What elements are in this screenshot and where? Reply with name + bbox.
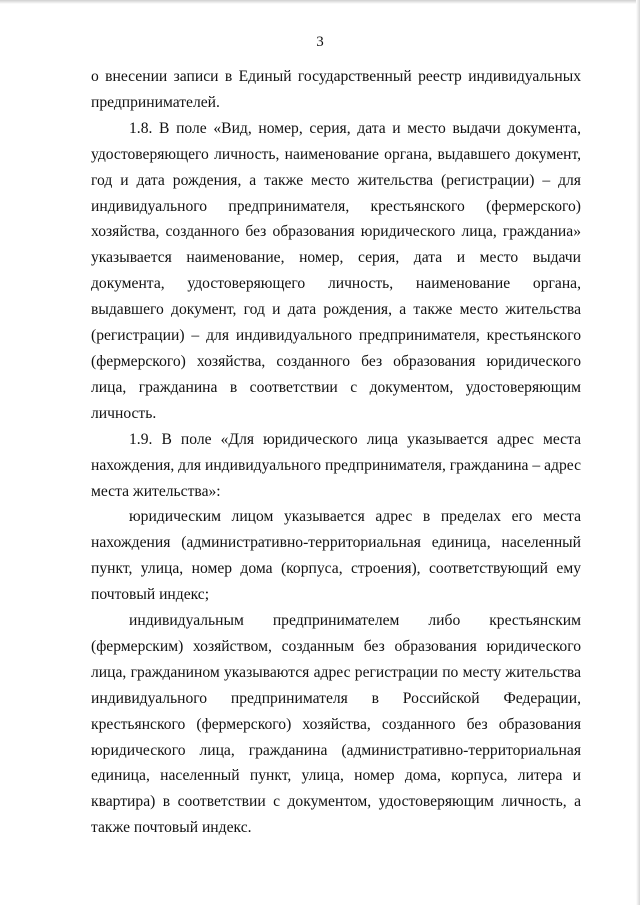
paragraph-1-9: 1.9. В поле «Для юридического лица указывается адрес места нахождения, для индивидуального предпринимателя, гражданина – адрес места жительства»: xyxy=(91,430,581,500)
document-body xyxy=(91,64,581,841)
page-number: 3 xyxy=(316,34,324,50)
scan-edge-top xyxy=(0,0,640,4)
scan-edge-right xyxy=(636,0,640,905)
paragraph-1-8: 1.8. В поле «Вид, номер, серия, дата и место выдачи документа, удостоверяющего личность, наименование органа, выдавшего документ, год и дата рождения, а также место жительства (регистрации) – для индивидуального предпринимателя, крестьянского (фермерского) хозяйства, созданного без образования юридического лица, гражданиа» указывается наименование, номер, серия, дата и место выдачи документа, удостоверяющего личность, наименование органа, выдавшего документ, год и дата рождения, а также место жительства (регистрации) – для индивидуального предпринимателя, крестьянского (фермерского) хозяйства, созданного без образования юридического лица, гражданина в соответствии с документом, удостоверяющим личность. xyxy=(91,119,581,422)
paragraph-legal-entity-address: юридическим лицом указывается адрес в пределах его места нахождения (административно-территориальная единица, населенный пункт, улица, номер дома (корпуса, строения), соответствующий ему почтовый индекс; xyxy=(91,508,581,604)
paragraph-individual-address: индивидуальным предпринимателем либо крестьянским (фермерским) хозяйством, созданным без образования юридического лица, гражданином указываются адрес регистрации по месту жительства индивидуального предпринимателя в Российской Федерации, крестьянского (фермерского) хозяйства, созданного без образования юридического лица, гражданина (административно-территориальная единица, населенный пункт, улица, номер дома, корпуса, литера и квартира) в соответствии с документом, удостоверяющим личность, а также почтовый индекс. xyxy=(91,612,581,837)
paragraph-continuation: о внесении записи в Единый государственный реестр индивидуальных предпринимателей. xyxy=(91,68,581,111)
